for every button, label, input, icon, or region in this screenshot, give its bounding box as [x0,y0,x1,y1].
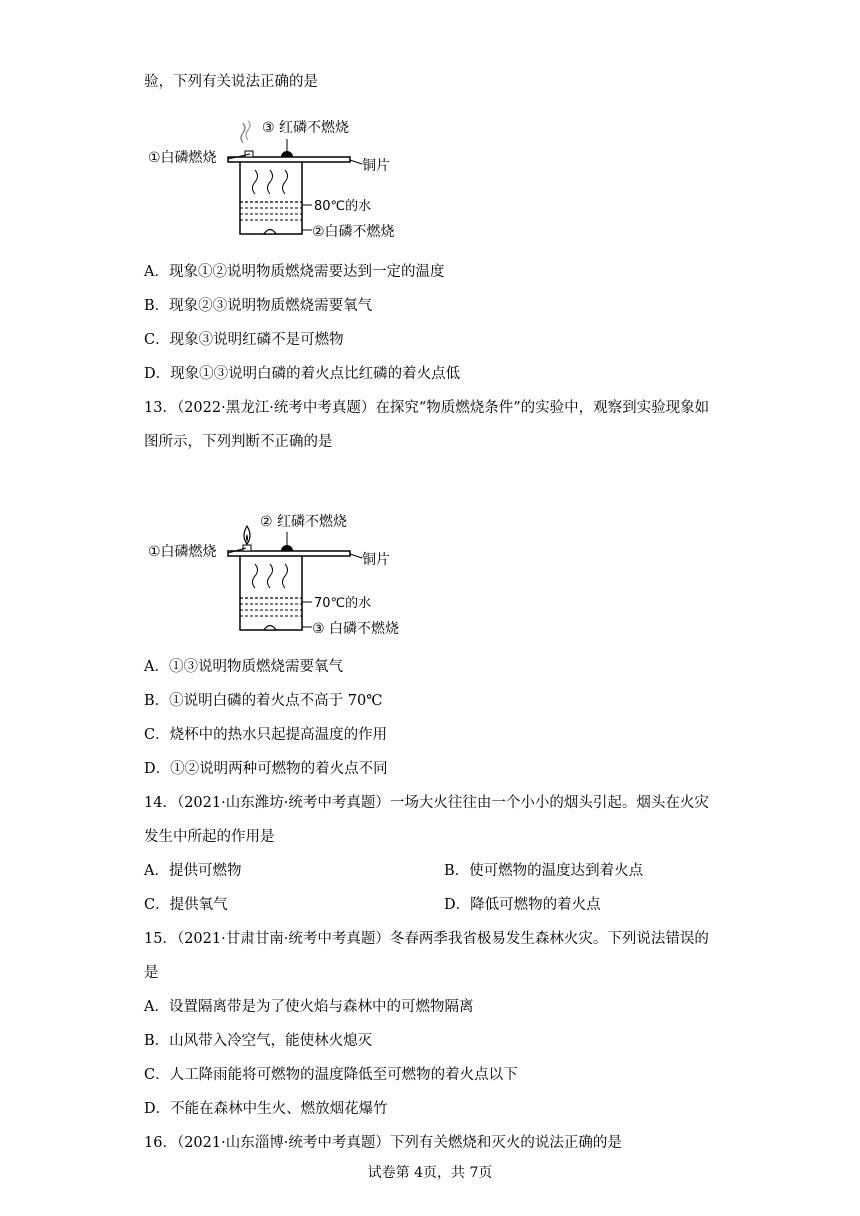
q15-stem-line1: 15．（2021·甘肃甘南·统考中考真题）冬春两季我省极易发生森林火灾。下列说法错误的 [144,931,709,947]
q12-option-b: B．现象②③说明物质燃烧需要氧气 [144,298,373,314]
q15-option-c: C．人工降雨能将可燃物的温度降低至可燃物的着火点以下 [144,1067,518,1083]
q12-option-c: C．现象③说明红磷不是可燃物 [144,332,344,348]
q12-figure [140,110,420,249]
q15-option-a: A．设置隔离带是为了使火焰与森林中的可燃物隔离 [144,999,474,1015]
q13-option-b: B．①说明白磷的着火点不高于 70℃ [144,693,383,709]
page-footer: 试卷第 4页，共 7页 [367,1165,493,1181]
q14-option-d: D．降低可燃物的着火点 [444,897,601,913]
q12-label-water: 80℃的水 [314,199,372,214]
q12-stem: 验，下列有关说法正确的是 [144,74,318,90]
q12-label-white-not-burning: ②白磷不燃烧 [312,224,395,240]
q14-stem-line2: 发生中所起的作用是 [144,829,275,845]
q14-option-a: A．提供可燃物 [144,863,242,879]
q14-option-b: B．使可燃物的温度达到着火点 [444,863,644,879]
q13-label-copper-plate: 铜片 [362,552,390,568]
q13-option-c: C．烧杯中的热水只起提高温度的作用 [144,727,388,743]
q12-option-a: A．现象①②说明物质燃烧需要达到一定的温度 [144,264,445,280]
q12-label-copper-plate: 铜片 [362,158,390,174]
q14-option-c: C．提供氧气 [144,897,228,913]
q13-label-white-not-burning: ③ 白磷不燃烧 [312,621,400,637]
q13-option-d: D．①②说明两种可燃物的着火点不同 [144,761,388,777]
q13-stem-line1: 13．（2022·黑龙江·统考中考真题）在探究“物质燃烧条件”的实验中，观察到实验现象如 [144,400,710,416]
q15-stem-line2: 是 [144,965,159,981]
q14-stem-line1: 14．（2021·山东潍坊·统考中考真题）一场大火往往由一个小小的烟头引起。烟头在火灾 [144,795,709,811]
q13-label-red-phosphorus: ② 红磷不燃烧 [260,514,348,530]
q16-stem-line1: 16．（2021·山东淄博·统考中考真题）下列有关燃烧和灭火的说法正确的是 [144,1135,622,1151]
q12-label-red-phosphorus: ③ 红磷不燃烧 [262,120,350,136]
q15-option-d: D．不能在森林中生火、燃放烟花爆竹 [144,1101,388,1117]
q13-figure [140,504,420,646]
q15-option-b: B．山风带入冷空气，能使林火熄灭 [144,1033,373,1049]
q12-option-d: D．现象①③说明白磷的着火点比红磷的着火点低 [144,366,461,382]
q13-label-white-burning: ①白磷燃烧 [148,544,217,560]
q13-option-a: A．①③说明物质燃烧需要氧气 [144,659,343,675]
q13-label-water: 70℃的水 [314,596,372,611]
q12-label-white-burning: ①白磷燃烧 [148,150,217,166]
q13-stem-line2: 图所示，下列判断不正确的是 [144,434,333,450]
